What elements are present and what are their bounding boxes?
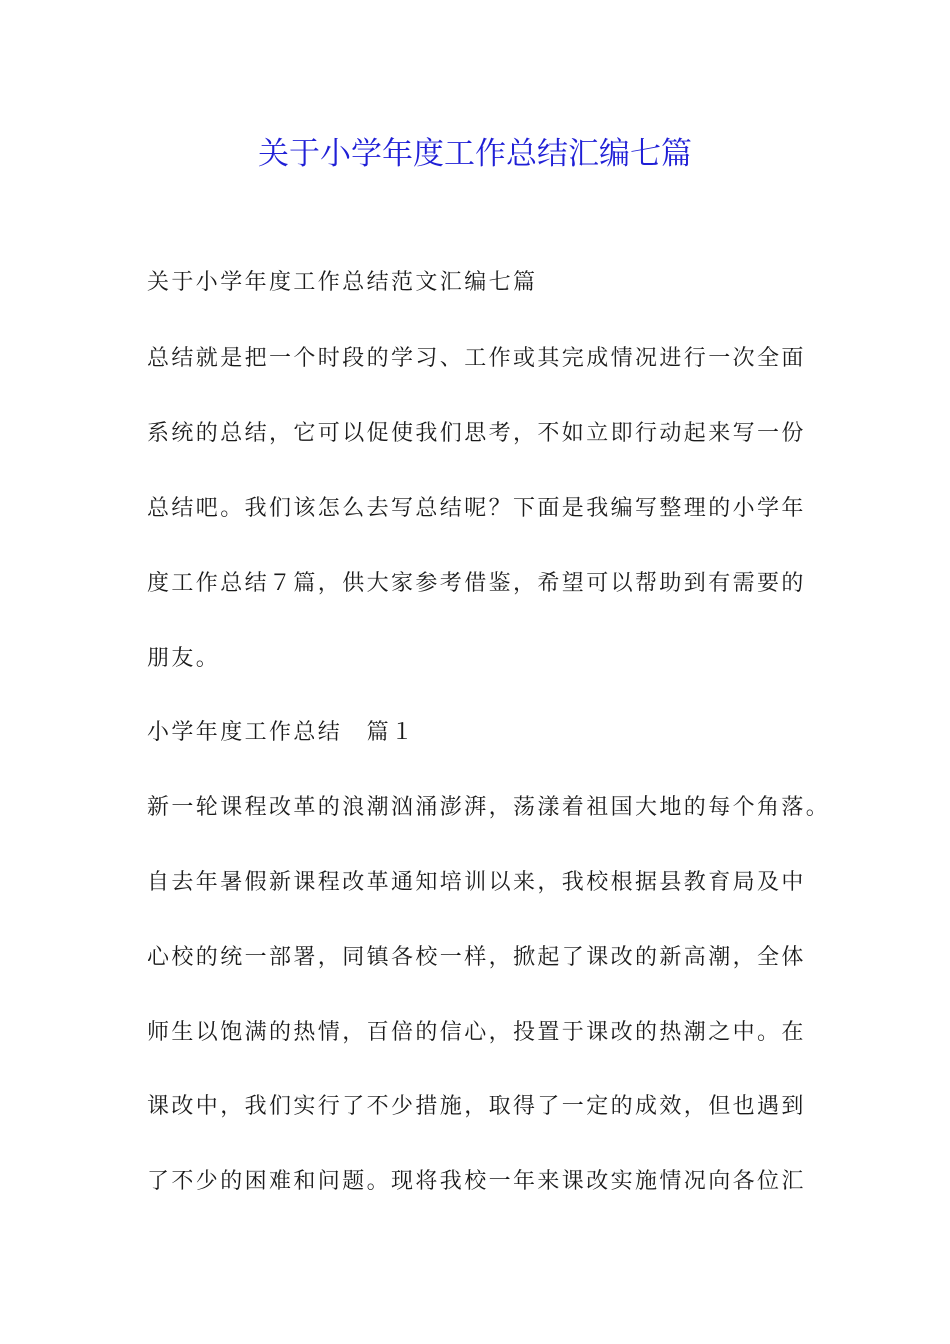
body-line-3: 心校的统一部署，同镇各校一样，掀起了课改的新高潮，全体 — [147, 945, 806, 970]
intro-line-2: 系统的总结，它可以促使我们思考，不如立即行动起来写一份 — [147, 421, 806, 446]
body-line-1: 新一轮课程改革的浪潮汹涌澎湃，荡漾着祖国大地的每个角落。 — [147, 795, 831, 820]
intro-line-3: 总结吧。我们该怎么去写总结呢？下面是我编写整理的小学年 — [147, 496, 806, 521]
intro-line-5: 朋友。 — [147, 646, 221, 671]
body-line-4: 师生以饱满的热情，百倍的信心，投置于课改的热潮之中。在 — [147, 1020, 806, 1045]
body-line-6: 了不少的困难和问题。现将我校一年来课改实施情况向各位汇 — [147, 1169, 806, 1194]
subtitle-line: 关于小学年度工作总结范文汇编七篇 — [147, 270, 538, 295]
intro-line-4: 度工作总结７篇，供大家参考借鉴，希望可以帮助到有需要的 — [147, 571, 806, 596]
body-line-5: 课改中，我们实行了不少措施，取得了一定的成效，但也遇到 — [147, 1094, 806, 1119]
document-title: 关于小学年度工作总结汇编七篇 — [258, 136, 692, 172]
body-line-2: 自去年暑假新课程改革通知培训以来，我校根据县教育局及中 — [147, 870, 806, 895]
intro-line-1: 总结就是把一个时段的学习、工作或其完成情况进行一次全面 — [147, 346, 806, 371]
section-heading: 小学年度工作总结 篇１ — [147, 720, 416, 745]
